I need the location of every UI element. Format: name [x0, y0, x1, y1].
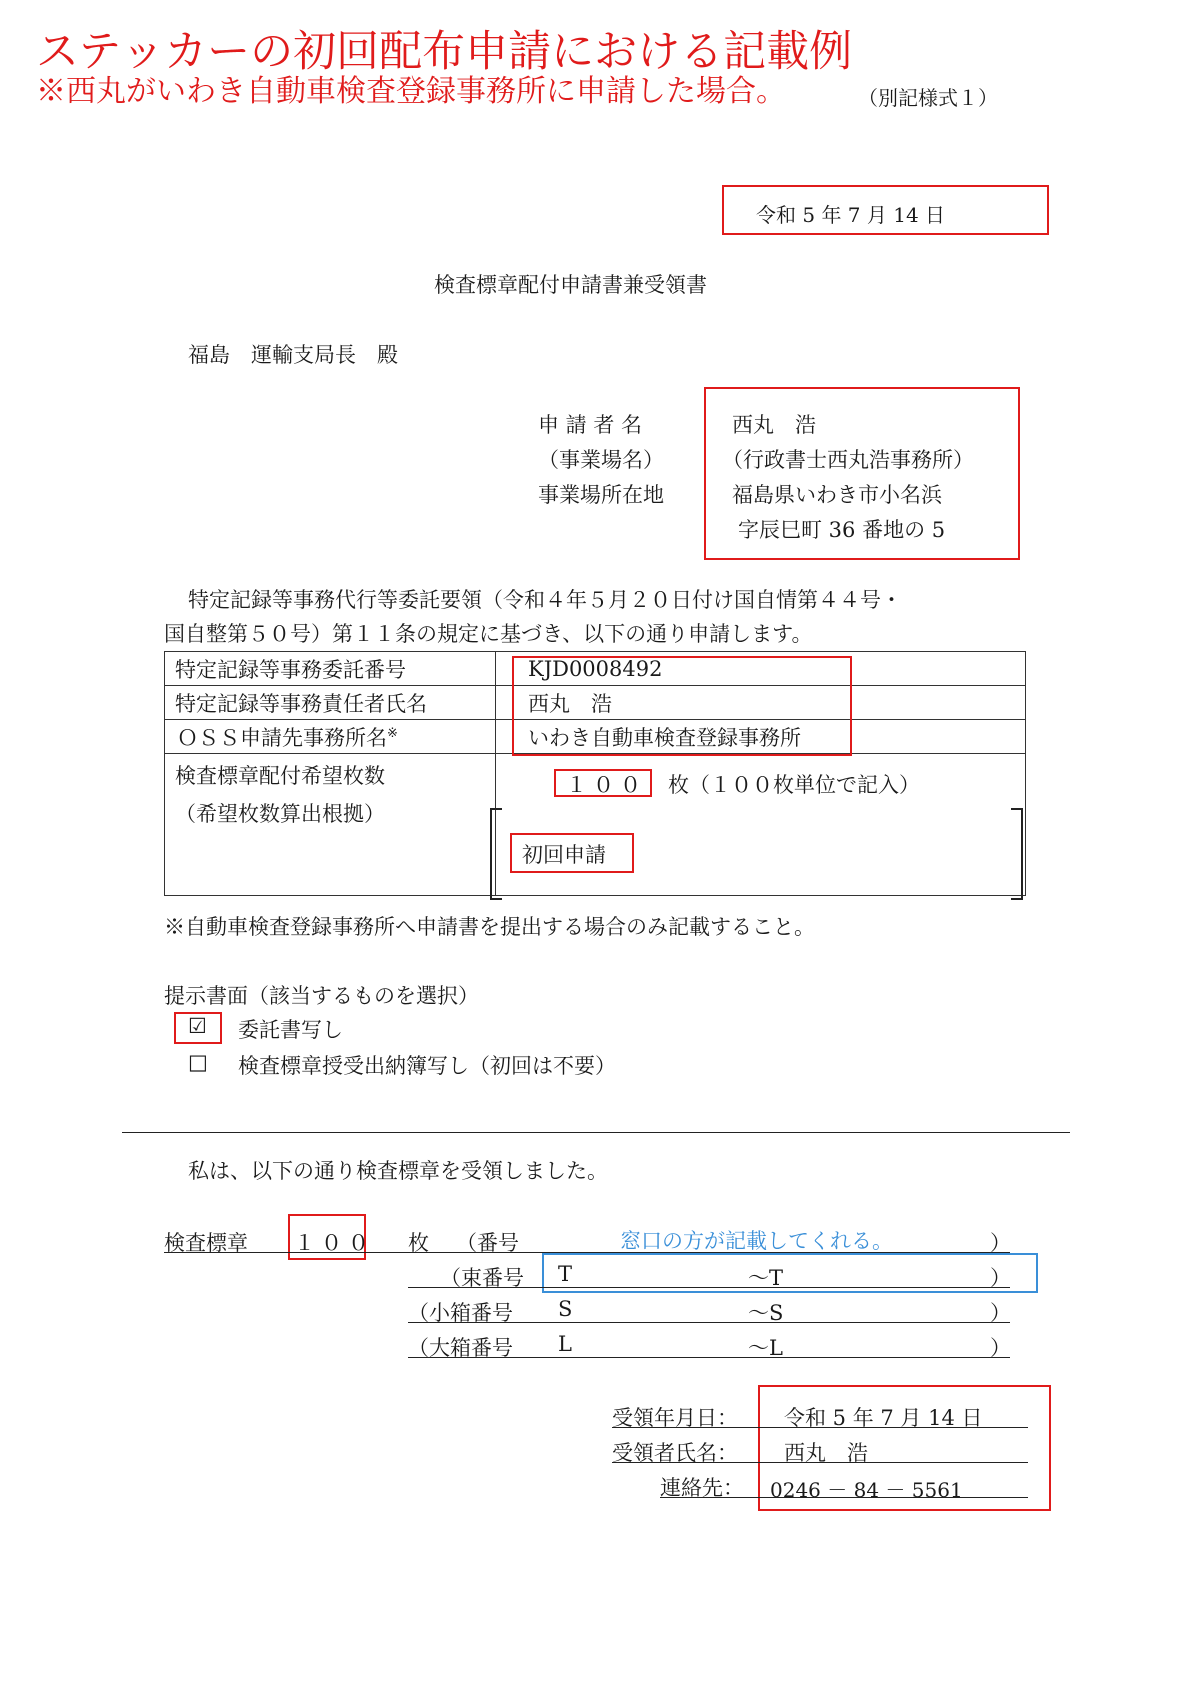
requested-count-label: 検査標章配付希望枚数	[175, 764, 385, 788]
section-divider	[122, 1132, 1070, 1133]
commission-number-value: KJD0008492	[496, 652, 1026, 686]
form-id: （別記様式１）	[858, 86, 998, 110]
checkbox-commission[interactable]: ☑	[188, 1014, 207, 1038]
oss-office-mark: ※	[387, 725, 398, 741]
commission-number-label: 特定記録等事務委託番号	[165, 652, 496, 686]
small-box-label: （小箱番号	[408, 1301, 513, 1325]
right-bracket	[1011, 808, 1023, 900]
application-date: 令和 5 年 7 月 14 日	[756, 203, 946, 227]
requested-basis: 初回申請	[522, 843, 606, 867]
requested-count-label-cell	[165, 754, 496, 896]
left-bracket	[490, 808, 502, 900]
receipt-date-label: 受領年月日：	[612, 1406, 738, 1430]
sticker-label: 検査標章	[164, 1231, 248, 1255]
bundle-from: T	[558, 1262, 573, 1286]
annotation-subtitle: ※西丸がいわき自動車検査登録事務所に申請した場合。	[36, 74, 786, 109]
small-box-from: S	[558, 1297, 573, 1321]
applicant-name: 西丸 浩	[732, 413, 816, 437]
ledger-copy-label: 検査標章授受出納簿写し（初回は不要）	[238, 1054, 616, 1078]
office-name-label: （事業場名）	[538, 448, 664, 472]
receipt-unit: 枚	[408, 1231, 429, 1255]
small-box-underline	[408, 1322, 1010, 1323]
manager-name-value: 西丸 浩	[496, 686, 1026, 720]
oss-office-value: いわき自動車検査登録事務所	[496, 720, 1026, 754]
receiver-name-underline	[612, 1462, 1028, 1463]
annotation-title: ステッカーの初回配布申請における記載例	[36, 27, 853, 77]
bundle-label: （束番号	[440, 1266, 524, 1290]
small-box-close: ）	[990, 1301, 1011, 1325]
bundle-to: ～T	[748, 1266, 784, 1290]
receiver-name-value: 西丸 浩	[784, 1441, 868, 1465]
office-name: （行政書士西丸浩事務所）	[722, 448, 974, 472]
receipt-date-value: 令和 5 年 7 月 14 日	[784, 1406, 983, 1430]
requested-count: １００	[566, 773, 647, 797]
oss-office-label-cell	[165, 720, 496, 754]
contact-underline	[660, 1497, 1028, 1498]
checkbox-ledger[interactable]: □	[188, 1050, 208, 1074]
manager-name-label: 特定記録等事務責任者氏名	[165, 686, 496, 720]
intro-line-1: 特定記録等事務代行等委託要領（令和４年５月２０日付け国自情第４４号・	[188, 588, 902, 612]
applicant-name-label: 申 請 者 名	[538, 413, 643, 437]
large-box-from: L	[558, 1332, 572, 1356]
receipt-date-underline	[612, 1427, 1028, 1428]
oss-office-label: ＯＳＳ申請先事務所名	[177, 725, 387, 750]
small-box-to: ～S	[748, 1301, 784, 1325]
large-box-underline	[408, 1357, 1010, 1358]
office-address-line2: 字辰巳町 36 番地の 5	[738, 518, 946, 542]
number-label: （番号	[456, 1231, 519, 1255]
bundle-close: ）	[990, 1266, 1011, 1290]
receiver-name-label: 受領者氏名：	[612, 1441, 738, 1465]
large-box-close: ）	[990, 1336, 1011, 1360]
document-title: 検査標章配付申請書兼受領書	[434, 273, 707, 297]
contact-value: 0246 － 84 － 5561	[770, 1478, 963, 1502]
office-address-label: 事業場所在地	[538, 483, 664, 507]
office-address-line1: 福島県いわき市小名浜	[732, 483, 942, 507]
contact-label: 連絡先：	[660, 1476, 744, 1500]
large-box-label: （大箱番号	[408, 1336, 513, 1360]
intro-line-2: 国自整第５０号）第１１条の規定に基づき、以下の通り申請します。	[164, 622, 813, 646]
bundle-underline	[408, 1287, 1010, 1288]
documents-heading: 提示書面（該当するものを選択）	[164, 984, 479, 1008]
receipt-statement: 私は、以下の通り検査標章を受領しました。	[188, 1159, 608, 1183]
submission-note: ※自動車検査登録事務所へ申請書を提出する場合のみ記載すること。	[164, 915, 815, 939]
addressee: 福島 運輸支局長 殿	[188, 343, 398, 367]
requested-basis-label: （希望枚数算出根拠）	[175, 802, 385, 826]
commission-copy-label: 委託書写し	[238, 1018, 343, 1042]
window-note: 窓口の方が記載してくれる。	[620, 1229, 893, 1253]
number-close: ）	[990, 1231, 1011, 1255]
requested-count-note: 枚（１００枚単位で記入）	[668, 773, 920, 797]
commission-highlight	[512, 656, 852, 756]
receipt-count: １００	[294, 1231, 375, 1255]
large-box-to: ～L	[748, 1336, 783, 1360]
